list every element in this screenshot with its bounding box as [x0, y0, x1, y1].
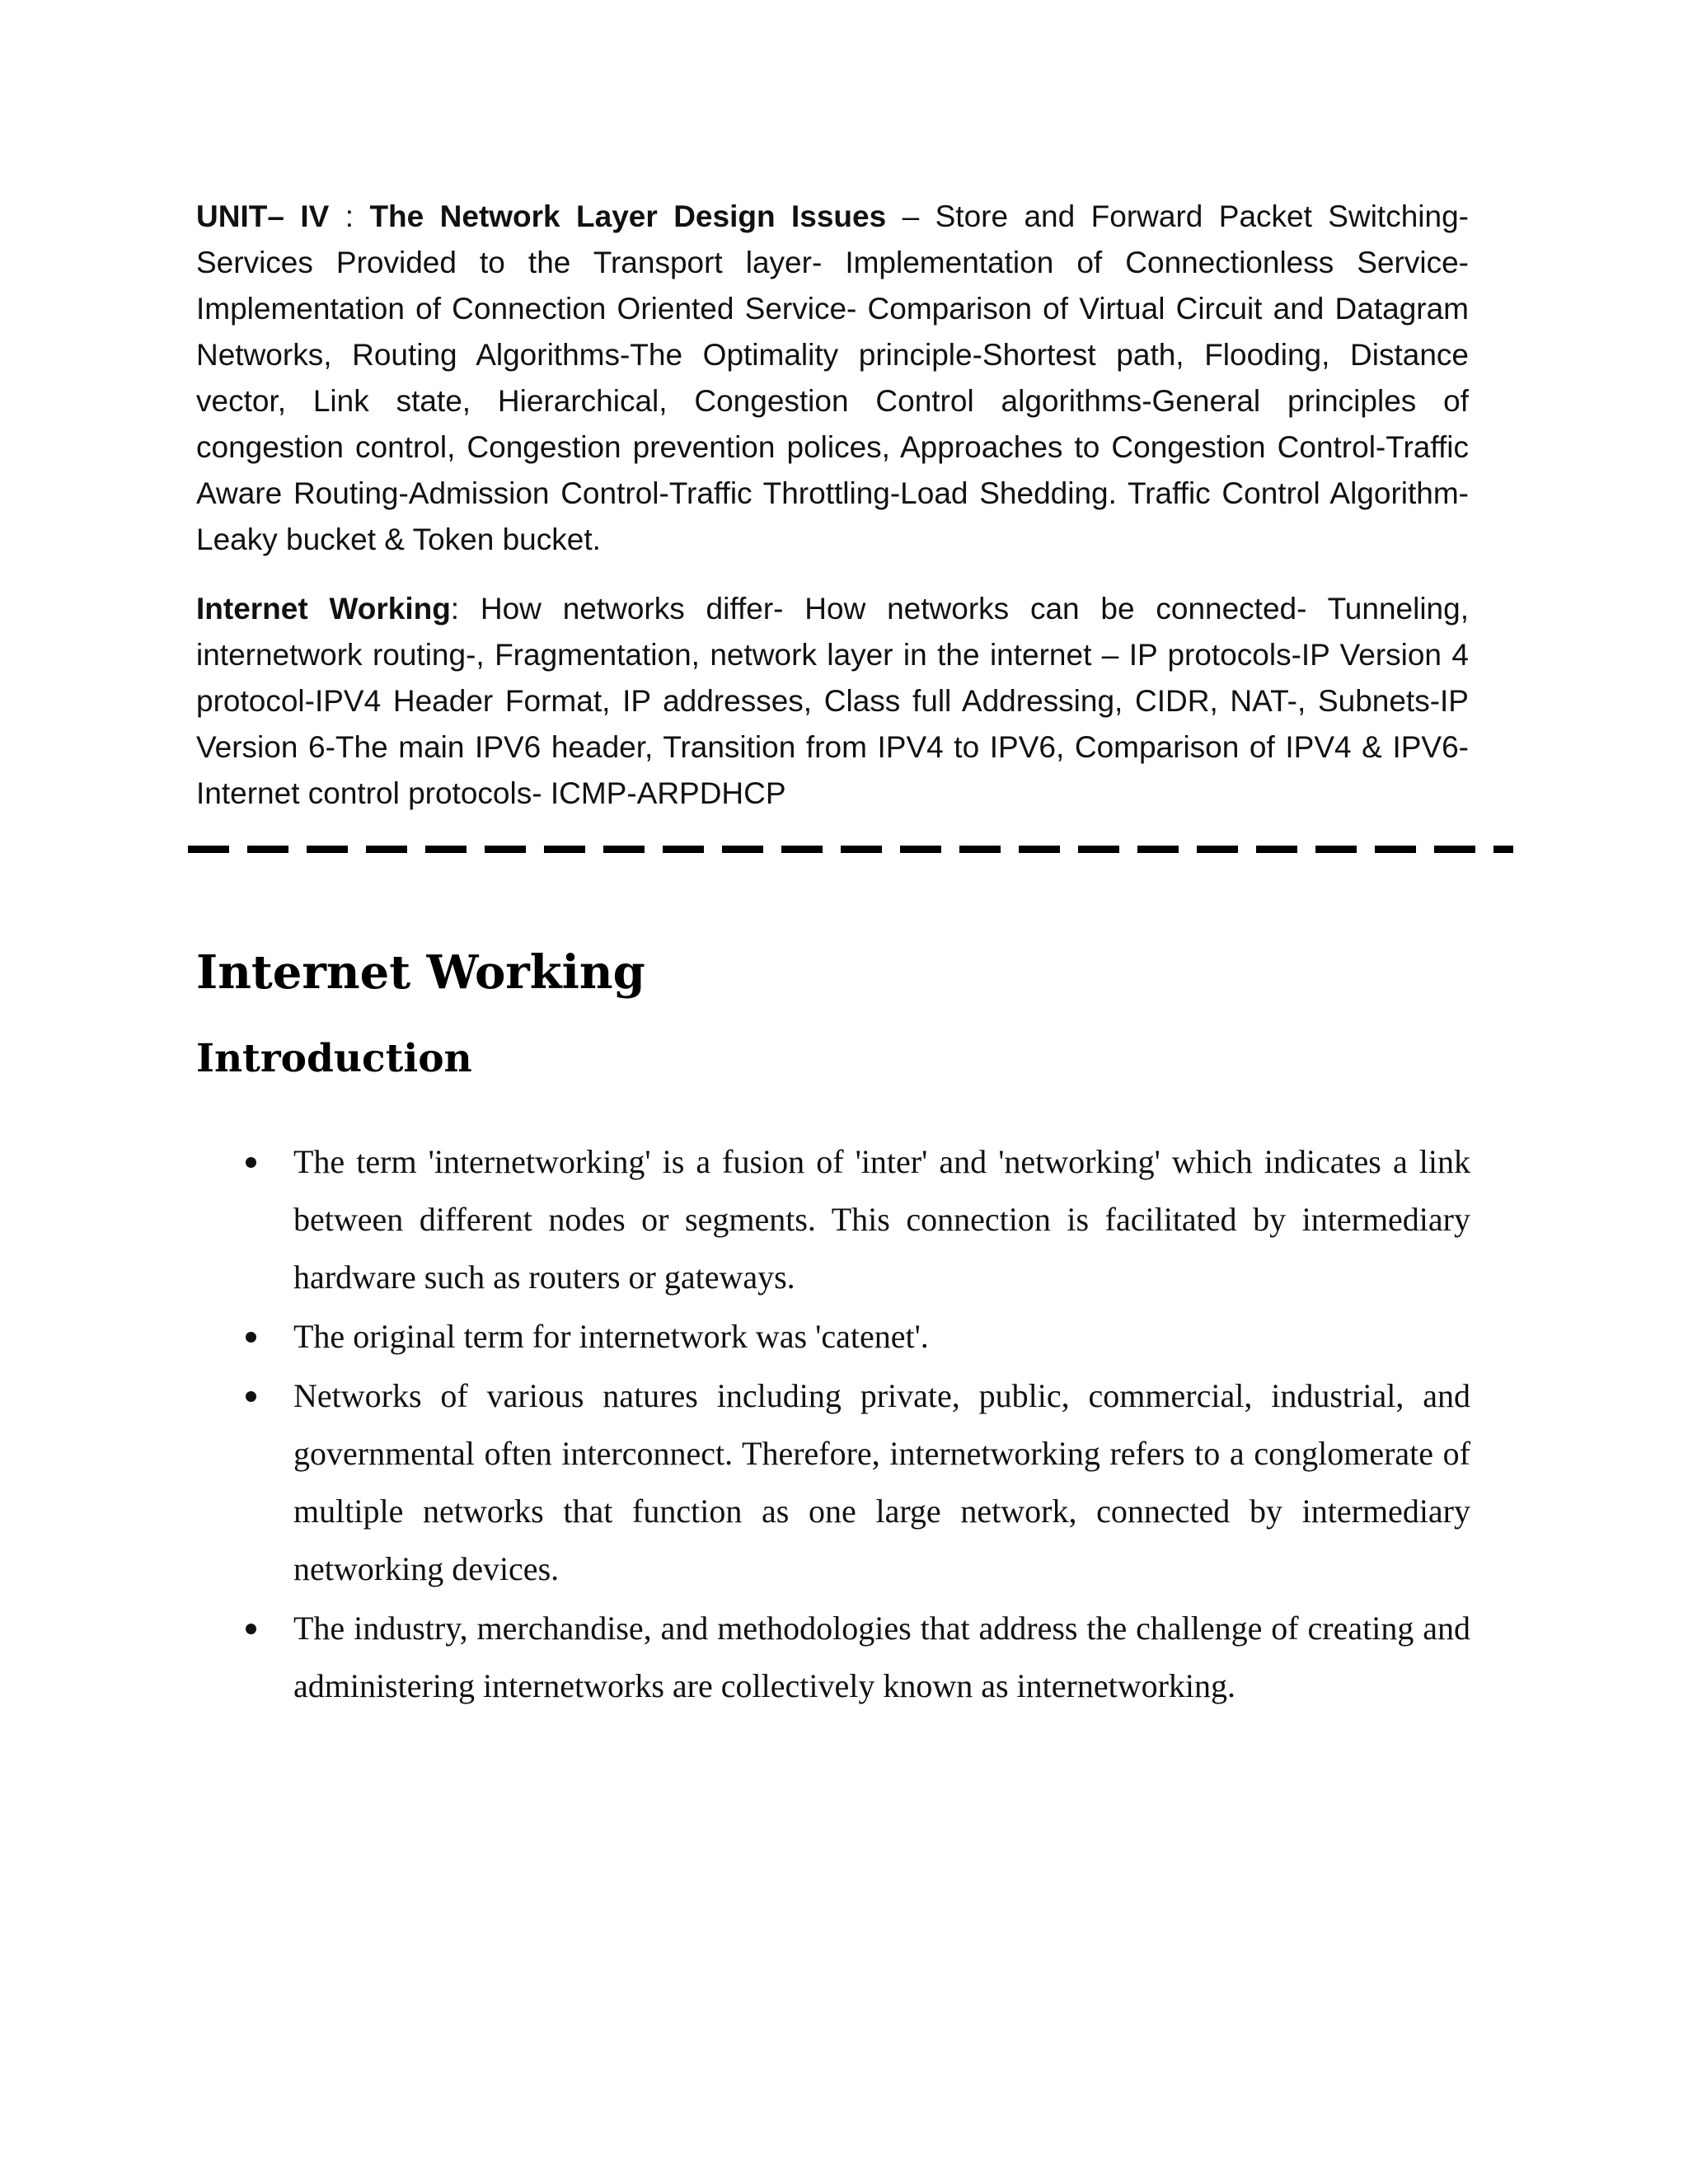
section-subtitle: Introduction — [196, 1036, 472, 1081]
internet-working-description: : How networks differ- How networks can be connected- Tunneling, internetwork routing-, Fragmentation, network layer in the internet – IP protocols-IP Version 4 protocol-IPV4 Header Format, IP addresses, Class full Addressing, CIDR, NAT-, Subnets-IP Version 6-The main IPV6 header, Transition from IPV4 to IPV6, Comparison of IPV4 & IPV6-Internet control protocols- ICMP-ARPDHCP — [196, 592, 1469, 810]
section-title: Internet Working — [196, 945, 645, 1000]
bullet-dot-icon — [246, 1391, 256, 1402]
bullet-dot-icon — [246, 1624, 256, 1634]
bullet-dot-icon — [246, 1157, 256, 1168]
internet-working-paragraph — [196, 586, 1469, 817]
bullet-text: The term 'internetworking' is a fusion of 'inter' and 'networking' which indicates a link between different nodes or segments. This connection is facilitated by intermediary hardware such as routers or gateways. — [293, 1143, 1470, 1296]
bullet-item — [196, 1133, 1470, 1306]
bullet-text: The industry, merchandise, and methodologies that address the challenge of creating and administering internetworks are collectively known as internetworking. — [293, 1610, 1470, 1704]
bullet-item — [196, 1308, 1470, 1366]
bullet-text: The original term for internetwork was 'catenet'. — [293, 1318, 929, 1355]
bullet-text: Networks of various natures including private, public, commercial, industrial, and governmental often interconnect. Therefore, internetworking refers to a conglomerate of multiple networks that function as one large network, connected by intermediary networking devices. — [293, 1377, 1470, 1587]
dashed-divider — [188, 846, 1513, 853]
bullet-dot-icon — [246, 1332, 256, 1343]
unit-label: UNIT– IV — [196, 199, 330, 233]
bullet-item — [196, 1600, 1470, 1715]
introduction-bullet-list — [196, 1133, 1470, 1717]
internet-working-label: Internet Working — [196, 592, 451, 626]
unit-iv-paragraph — [196, 194, 1469, 563]
syllabus-block — [196, 194, 1469, 817]
unit-topic: The Network Layer Design Issues — [369, 199, 887, 233]
unit-separator: : — [329, 199, 370, 233]
unit-description: – Store and Forward Packet Switching-Services Provided to the Transport layer- Implementation of Connectionless Service-Implementation of Connection Oriented Service- Comparison of Virtual Circuit and Datagram Networks, Routing Algorithms-The Optimality principle-Shortest path, Flooding, Distance vector, Link state, Hierarchical, Congestion Control algorithms-General principles of congestion control, Congestion prevention polices, Approaches to Congestion Control-Traffic Aware Routing-Admission Control-Traffic Throttling-Load Shedding. Traffic Control Algorithm-Leaky bucket & Token bucket. — [196, 199, 1469, 556]
bullet-item — [196, 1367, 1470, 1598]
divider-end-dot — [1502, 847, 1510, 853]
